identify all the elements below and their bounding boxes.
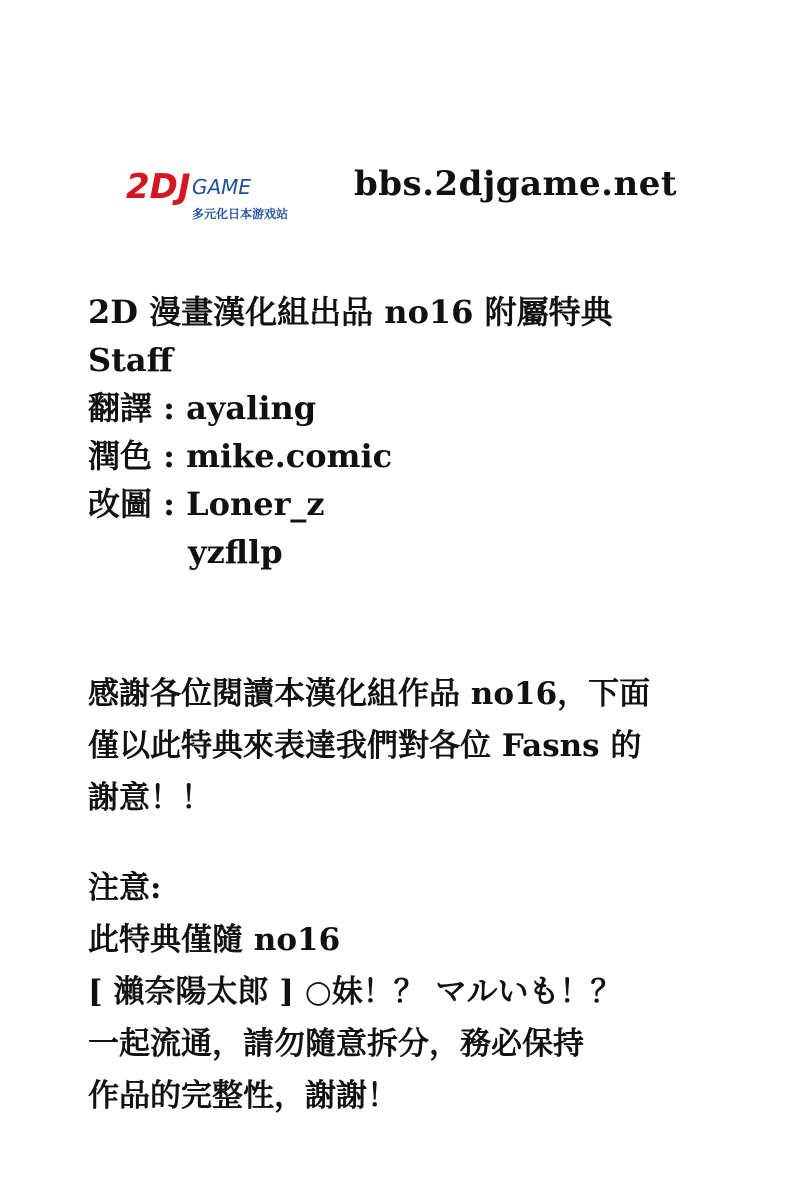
svg-text:多元化日本游戏站: 多元化日本游戏站 (192, 207, 289, 221)
credits-title: 2D 漫畫漢化組出品 no16 附屬特典 (88, 293, 613, 331)
credit-editor-second: yzfllp (188, 533, 283, 571)
credit-proofreader: 潤色 : mike.comic (88, 437, 393, 475)
notice-heading: 注意: (88, 870, 162, 906)
2djgame-logo-icon (124, 160, 304, 226)
thanks-line: 僅以此特典來表達我們對各位 Fasns 的 (88, 728, 642, 764)
site-url: bbs.2djgame.net (354, 164, 678, 204)
notice-line: 作品的完整性，謝謝！ (88, 1078, 398, 1114)
credit-editor: 改圖 : Loner_z (88, 485, 325, 523)
notice-paragraph (88, 862, 622, 1122)
credits-block (88, 288, 613, 576)
notice-line: 此特典僅隨 no16 (88, 922, 341, 958)
staff-heading: Staff (88, 341, 173, 379)
credit-translator: 翻譯 : ayaling (88, 389, 317, 427)
svg-text:2DJ: 2DJ (126, 167, 191, 207)
site-logo (124, 160, 304, 226)
notice-line: 一起流通，請勿隨意拆分，務必保持 (88, 1026, 584, 1062)
svg-text:GAME: GAME (192, 175, 252, 199)
thanks-line: 感謝各位閱讀本漢化組作品 no16，下面 (88, 676, 651, 712)
thanks-paragraph (88, 668, 650, 824)
notice-line: [ 瀨奈陽太郎 ] ○妹！？ マルいも！？ (88, 974, 622, 1010)
thanks-line: 謝意！！ (88, 780, 212, 816)
